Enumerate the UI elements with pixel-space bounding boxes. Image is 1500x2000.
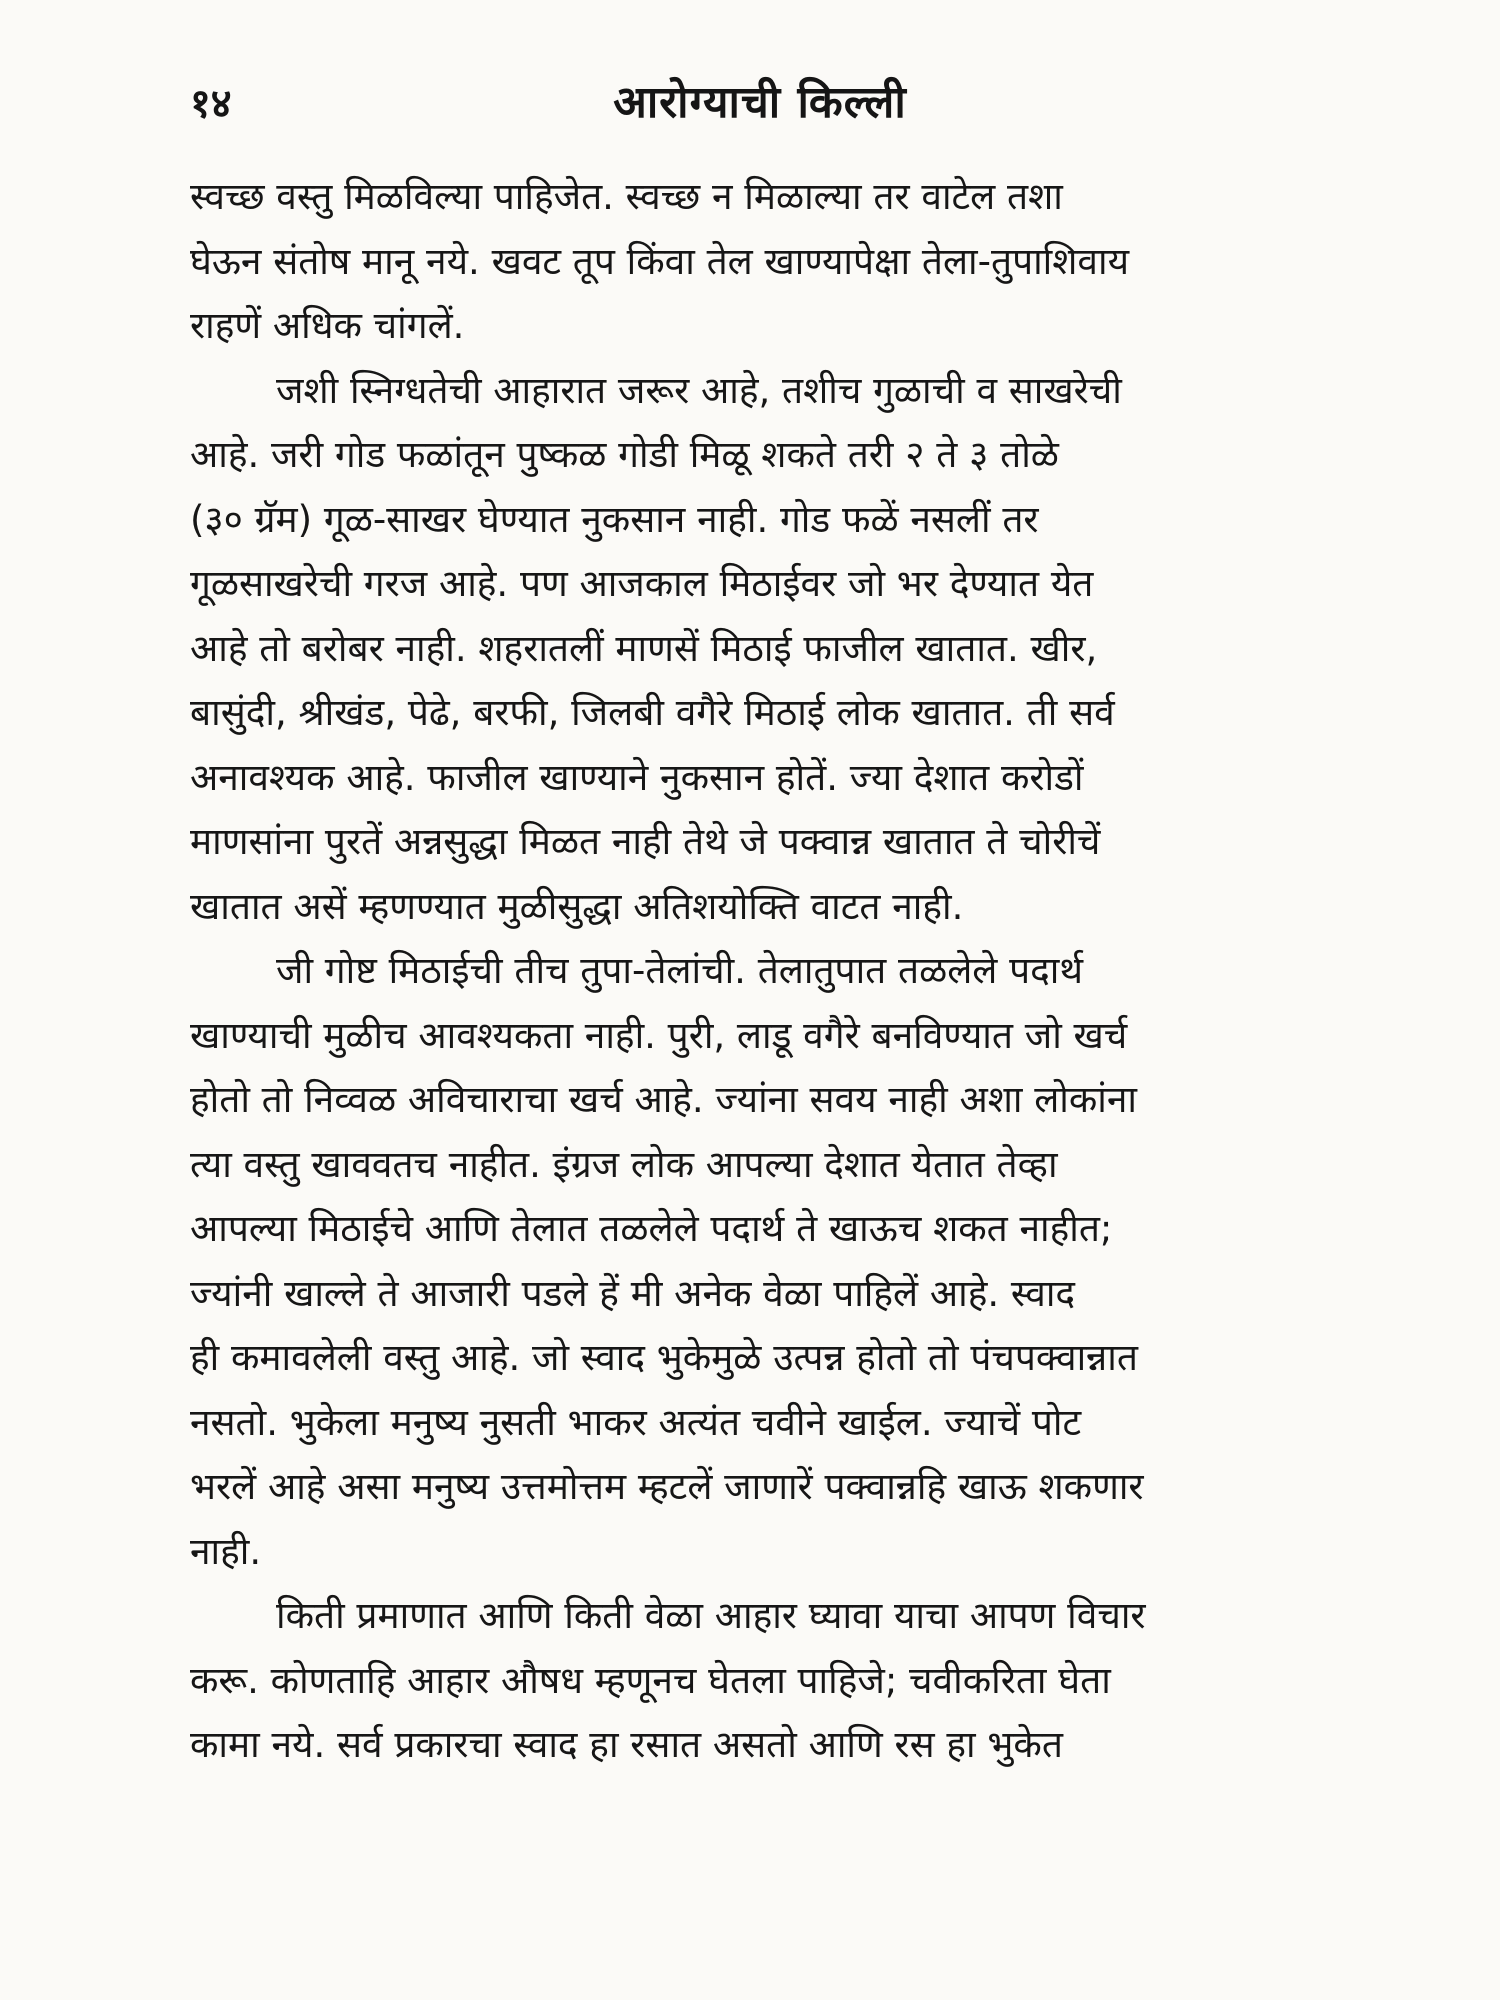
text-line: खाण्याची मुळीच आवश्यकता नाही. पुरी, लाडू वगैरे बनविण्यात जो खर्च bbox=[190, 1013, 1128, 1057]
text-line: माणसांना पुरतें अन्नसुद्धा मिळत नाही तेथे जे पक्वान्न खातात ते चोरीचें bbox=[190, 820, 1101, 863]
text-line: बासुंदी, श्रीखंड, पेढे, बरफी, जिलबी वगैरे मिठाई लोक खातात. ती सर्व bbox=[190, 691, 1115, 734]
paragraph-4 bbox=[190, 1584, 1340, 1778]
page-body bbox=[190, 165, 1340, 1778]
page-header bbox=[180, 70, 1340, 140]
paragraph-2 bbox=[190, 359, 1340, 940]
text-line: गूळसाखरेची गरज आहे. पण आजकाल मिठाईवर जो भर देण्यात येत bbox=[190, 562, 1094, 605]
paragraph-3 bbox=[190, 939, 1340, 1584]
text-line: खातात असें म्हणण्यात मुळीसुद्धा अतिशयोक्ति वाटत नाही. bbox=[190, 884, 964, 928]
text-line: ही कमावलेली वस्तु आहे. जो स्वाद भुकेमुळे उत्पन्न होतो तो पंचपक्वान्नात bbox=[190, 1336, 1138, 1379]
text-line: होतो तो निव्वळ अविचाराचा खर्च आहे. ज्यांना सवय नाही अशा लोकांना bbox=[190, 1078, 1137, 1121]
text-line: आपल्या मिठाईचे आणि तेलात तळलेले पदार्थ ते खाऊच शकत नाहीत; bbox=[190, 1207, 1113, 1250]
text-line: घेऊन संतोष मानू नये. खवट तूप किंवा तेल खाण्यापेक्षा तेला-तुपाशिवाय bbox=[190, 239, 1130, 283]
text-line: ज्यांनी खाल्ले ते आजारी पडले हें मी अनेक वेळा पाहिलें आहे. स्वाद bbox=[190, 1271, 1076, 1315]
text-line: स्वच्छ वस्तु मिळविल्या पाहिजेत. स्वच्छ न मिळाल्या तर वाटेल तशा bbox=[190, 175, 1063, 218]
text-line: अनावश्यक आहे. फाजील खाण्याने नुकसान होतें. ज्या देशात करोडों bbox=[190, 755, 1084, 799]
text-line: भरलें आहे असा मनुष्य उत्तमोत्तम म्हटलें जाणारें पक्वान्नहि खाऊ शकणार bbox=[190, 1465, 1144, 1508]
text-line: जशी स्निग्धतेची आहारात जरूर आहे, तशीच गुळाची व साखरेची bbox=[276, 368, 1122, 412]
text-line: आहे. जरी गोड फळांतून पुष्कळ गोडी मिळू शकते तरी २ ते ३ तोळे bbox=[190, 433, 1059, 476]
text-line: (३० ग्रॅम) गूळ-साखर घेण्यात नुकसान नाही. गोड फळें नसलीं तर bbox=[190, 497, 1039, 541]
text-line: जी गोष्ट मिठाईची तीच तुपा-तेलांची. तेलातुपात तळलेले पदार्थ bbox=[276, 949, 1084, 992]
text-line: आहे तो बरोबर नाही. शहरातलीं माणसें मिठाई फाजील खातात. खीर, bbox=[190, 626, 1098, 670]
text-line: राहणें अधिक चांगलें. bbox=[190, 304, 465, 347]
book-title: आरोग्याची किल्ली bbox=[613, 77, 907, 128]
text-line: करू. कोणताहि आहार औषध म्हणूनच घेतला पाहिजे; चवीकरिता घेता bbox=[190, 1658, 1111, 1702]
text-line: कामा नये. सर्व प्रकारचा स्वाद हा रसात असतो आणि रस हा भुकेत bbox=[190, 1723, 1063, 1766]
text-line: नाही. bbox=[190, 1529, 262, 1573]
paragraph-1 bbox=[190, 165, 1340, 359]
text-line: किती प्रमाणात आणि किती वेळा आहार घ्यावा याचा आपण विचार bbox=[276, 1594, 1146, 1637]
text-line: नसतो. भुकेला मनुष्य नुसती भाकर अत्यंत चवीने खाईल. ज्याचें पोट bbox=[190, 1400, 1082, 1444]
page-number: १४ bbox=[190, 81, 232, 127]
text-line: त्या वस्तु खाववतच नाहीत. इंग्रज लोक आपल्या देशात येतात तेव्हा bbox=[190, 1142, 1058, 1186]
